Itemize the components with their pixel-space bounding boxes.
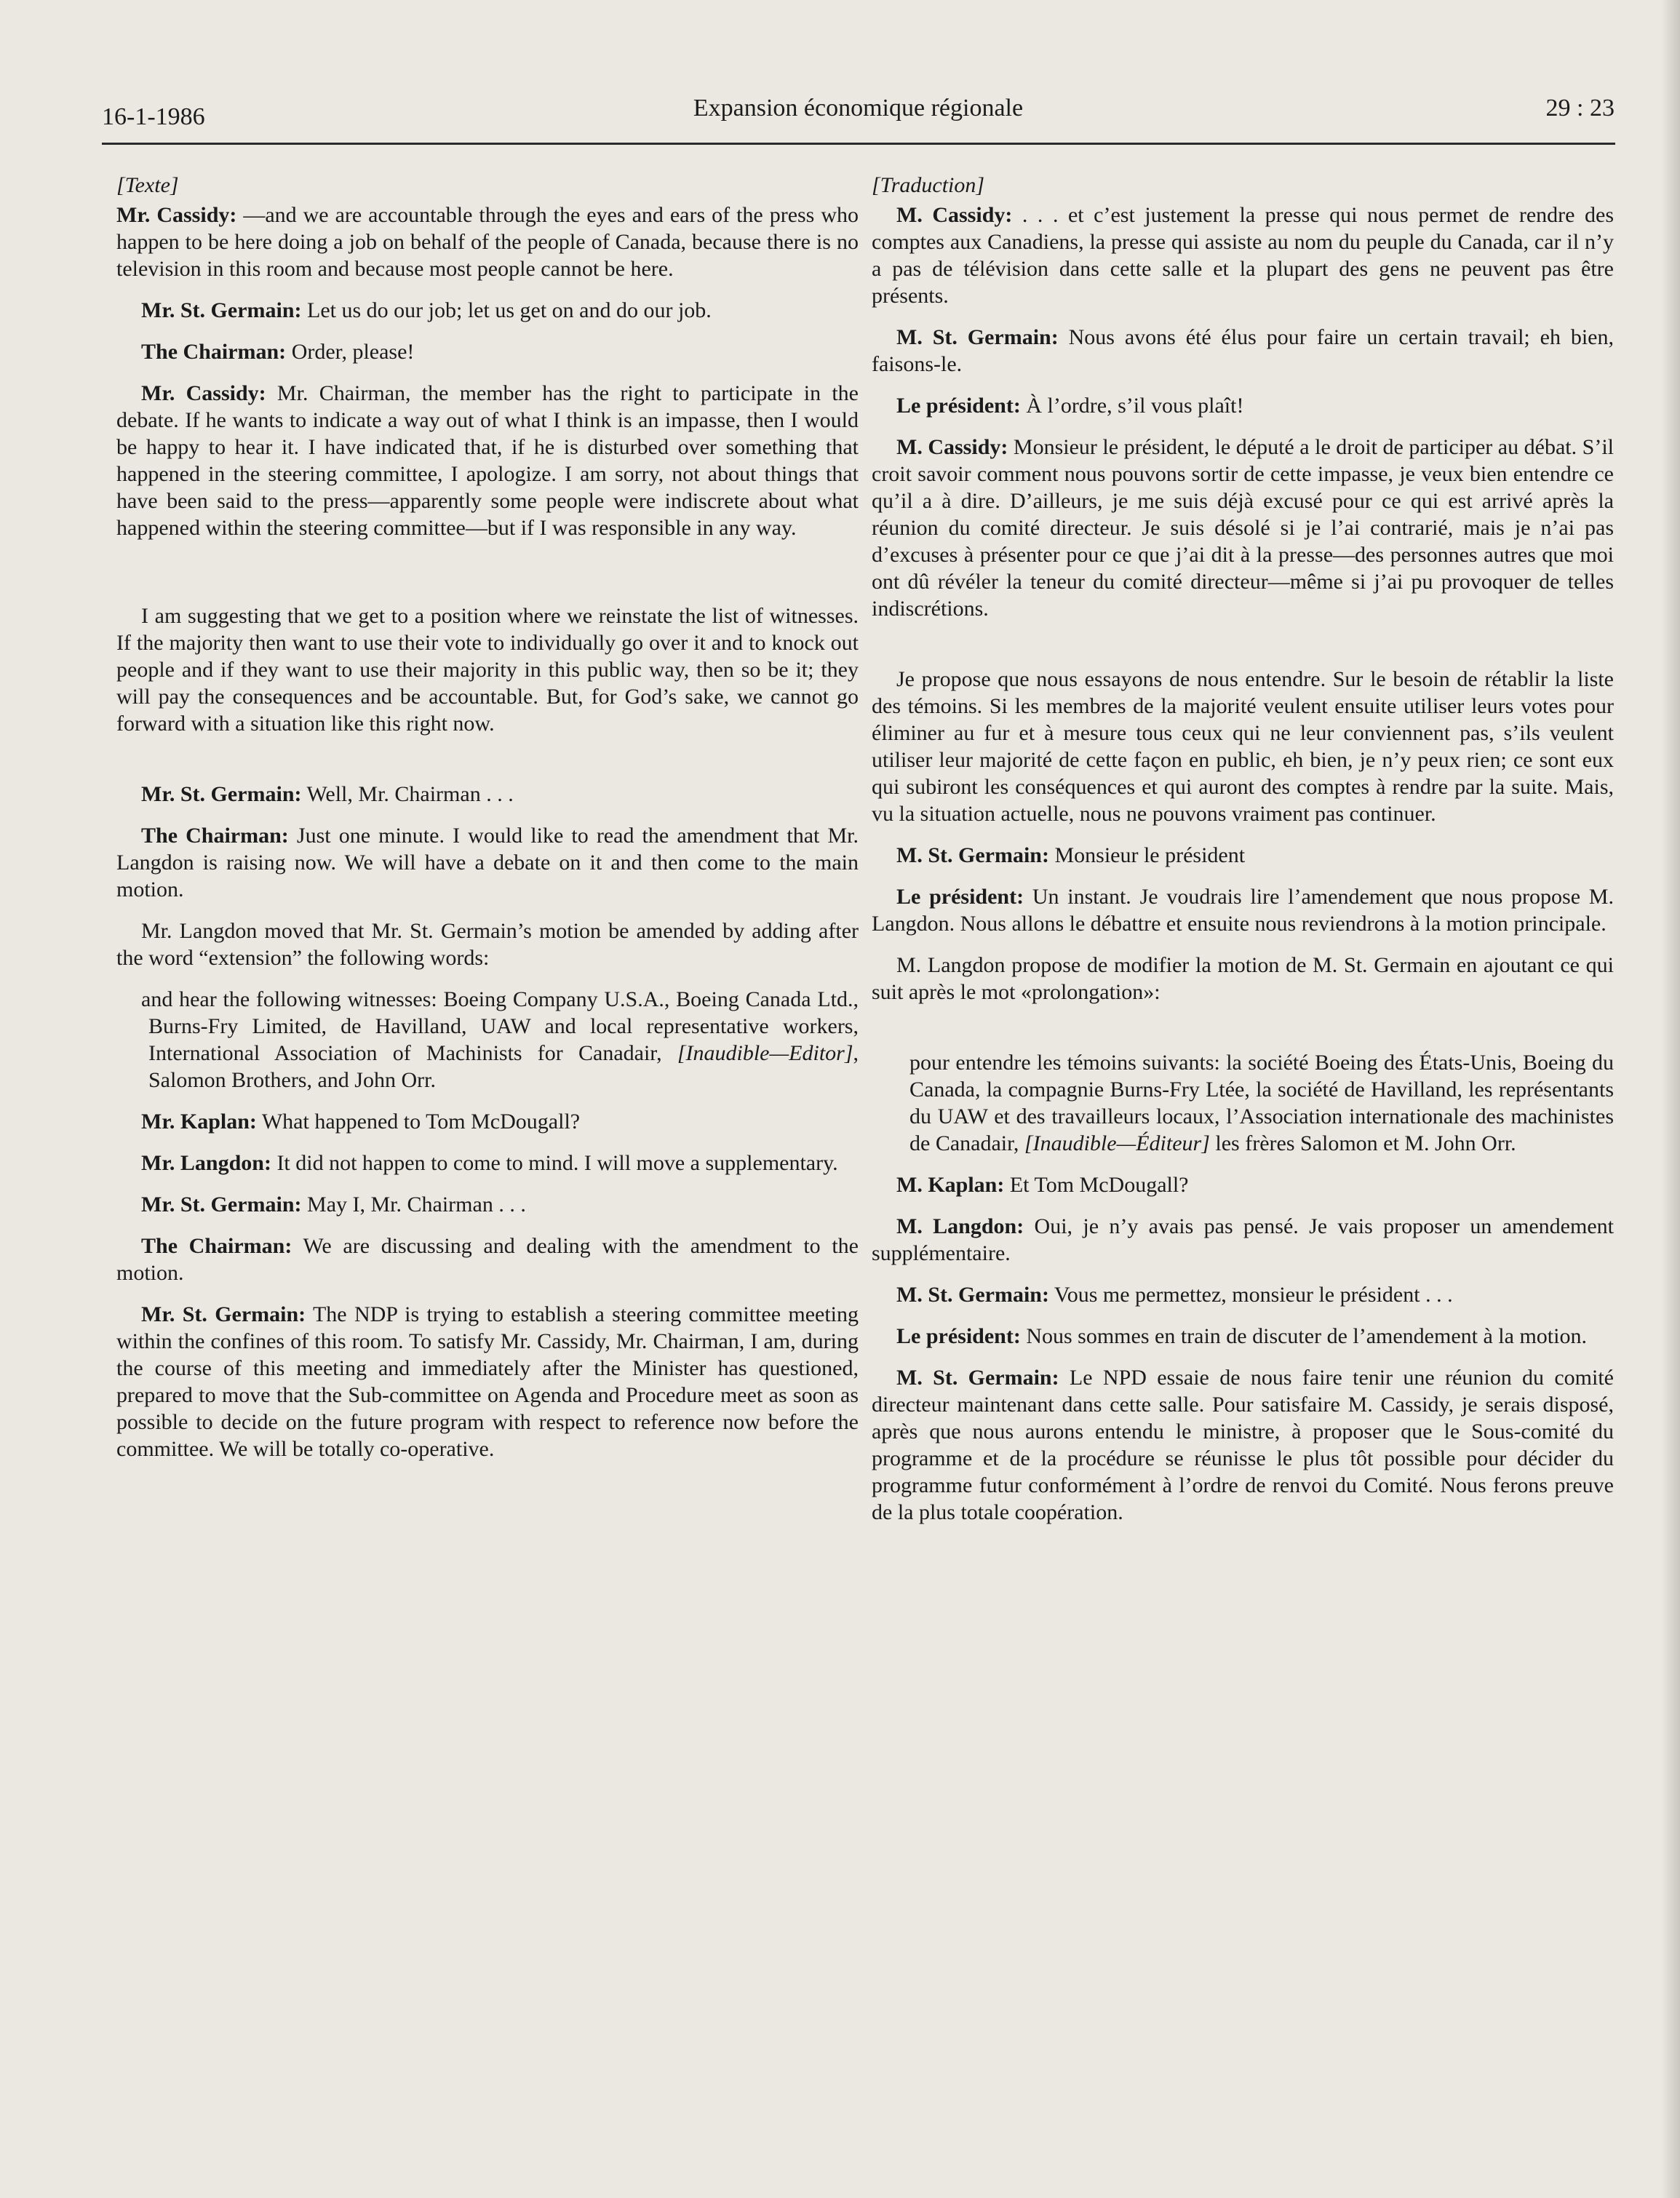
page-number: 29 : 23 [1545, 95, 1615, 122]
speech: Mr. Chairman, the member has the right to participate in the debate. If he wants to indicate a way out of what I think is an impasse, then I would be happy to hear it. I have indicated that, if he is disturbed over something that happened in the steering committee, I apologize. I am sorry, not about things that have been said to the press—apparently some people were indiscrete about what happened within the steering committee—but if I was responsible in any way. [116, 381, 859, 540]
speech: Le NPD essaie de nous faire tenir une réunion du comité directeur maintenant dans cette salle. Pour satisfaire M. Cassidy, je serais disposé, après que nous aurons entendu le ministre, à proposer que le Sous-comité du programme et de la procédure se réunisse le plus tôt possible pour décider du programme futur conformément à l’ordre de renvoi du Comité. Nous ferons preuve de la plus totale coopération. [872, 1366, 1614, 1524]
speaker: M. St. Germain: [896, 1283, 1049, 1307]
paragraph [872, 1213, 1614, 1267]
speech: Let us do our job; let us get on and do our job. [301, 298, 712, 322]
paragraph [116, 602, 859, 737]
paragraph [872, 842, 1614, 869]
speech: M. Langdon propose de modifier la motion de M. St. Germain en ajoutant ce qui suit après le mot «prolongation»: [872, 953, 1614, 1004]
paragraph [116, 202, 859, 282]
paragraph [872, 1364, 1614, 1526]
speech: We are discussing and dealing with the amendment to the motion. [116, 1234, 859, 1285]
speaker: Mr. Kaplan: [141, 1110, 257, 1134]
speech: Monsieur le président, le député a le droit de participer au débat. S’il croit savoir comment nous pouvons sortir de cette impasse, je veux bien entendre ce qu’il a à dire. D’ailleurs, je me suis déjà excusé pour ce qui est arrivé après la réunion du comité directeur. Je suis désolé si je l’ai contrarié, mais je n’ai pas d’excuses à présenter pour ce que j’ai dit à la presse—des personnes autres que moi ont dû révéler la teneur du comité directeur—même si j’ai pu provoquer de telles indiscrétions. [872, 435, 1614, 621]
speaker: Mr. Cassidy: [116, 203, 237, 227]
amendment-quote [116, 986, 859, 1094]
paragraph [872, 434, 1614, 622]
speech: Un instant. Je voudrais lire l’amendement que nous propose M. Langdon. Nous allons le débattre et ensuite nous reviendrons à la motion principale. [872, 885, 1614, 936]
speaker: Mr. Langdon: [141, 1151, 271, 1175]
speaker: Mr. Cassidy: [141, 381, 266, 405]
speaker: Mr. St. Germain: [141, 782, 302, 806]
paragraph [872, 883, 1614, 937]
speaker: Mr. St. Germain: [141, 298, 302, 322]
paragraph [116, 917, 859, 971]
column-gap [872, 1020, 1614, 1049]
quote-text: and hear the following witnesses: Boeing Company U.S.A., Boeing Canada Ltd., Burns-Fry Limited, de Havilland, UAW and local representative workers, International Association of Machinists for Canadair, [141, 987, 859, 1065]
paragraph [872, 666, 1614, 827]
paragraph [116, 380, 859, 541]
speaker: M. St. Germain: [896, 325, 1059, 349]
speaker: M. Langdon: [896, 1214, 1024, 1238]
paragraph [116, 1150, 859, 1176]
running-header [102, 95, 1615, 138]
paragraph [116, 781, 859, 808]
quote-text: les frères Salomon et M. John Orr. [1209, 1131, 1516, 1155]
speaker: The Chairman: [141, 340, 287, 364]
speaker: The Chairman: [141, 824, 289, 848]
column-french [872, 172, 1614, 1540]
column-gap [116, 752, 859, 781]
speech: Order, please! [286, 340, 415, 364]
quote-text: pour entendre les témoins suivants: la société Boeing des États-Unis, Boeing du Canada, la compagnie Burns-Fry Ltée, la société de Havilland, les représentants du UAW et des travailleurs locaux, l’Association internationale des machinistes de Canadair, [909, 1051, 1614, 1155]
header-title: Expansion économique régionale [693, 95, 1024, 122]
editor-note: [Inaudible—Éditeur] [1024, 1131, 1210, 1155]
speaker: Le président: [896, 885, 1024, 909]
speech: What happened to Tom McDougall? [256, 1110, 581, 1134]
column-english [116, 172, 859, 1477]
paragraph [116, 1301, 859, 1462]
paragraph [872, 1171, 1614, 1198]
speaker: M. St. Germain: [896, 843, 1049, 867]
speaker: M. Cassidy: [896, 435, 1008, 459]
paragraph [116, 822, 859, 903]
speech: —and we are accountable through the eyes and ears of the press who happen to be here doing a job on behalf of the people of Canada, because there is no television in this room and because most people cannot be here. [116, 203, 859, 281]
header-rule [102, 143, 1615, 145]
speaker: M. Kaplan: [896, 1173, 1005, 1197]
speech: Well, Mr. Chairman . . . [301, 782, 514, 806]
speaker: Le président: [896, 394, 1021, 418]
speaker: Le président: [896, 1324, 1021, 1348]
paragraph [116, 1233, 859, 1286]
speech: May I, Mr. Chairman . . . [301, 1192, 526, 1217]
column-tag: [Texte] [116, 173, 179, 197]
speech: Monsieur le président [1048, 843, 1246, 867]
paragraph [872, 952, 1614, 1006]
speaker: M. Cassidy: [896, 203, 1013, 227]
speech: Nous sommes en train de discuter de l’amendement à la motion. [1020, 1324, 1587, 1348]
paragraph [116, 1191, 859, 1218]
paragraph [872, 1323, 1614, 1350]
speaker: Mr. St. Germain: [141, 1192, 302, 1217]
speech: Et Tom McDougall? [1004, 1173, 1189, 1197]
amendment-quote [872, 1049, 1614, 1157]
speech: . . . et c’est justement la presse qui nous permet de rendre des comptes aux Canadiens, la presse qui assiste au nom du peuple du Canada, car il n’y a pas de télévision dans cette salle et la plupart des gens ne peuvent pas être présents. [872, 203, 1615, 308]
paragraph [872, 1281, 1614, 1308]
speaker: Mr. St. Germain: [141, 1302, 306, 1326]
quote-text: , Salomon Brothers, and John Orr. [148, 1041, 859, 1092]
paragraph [872, 392, 1614, 419]
paragraph [872, 202, 1614, 309]
speech: Nous avons été élus pour faire un certain travail; eh bien, faisons-le. [872, 325, 1614, 376]
speech: Just one minute. I would like to read the amendment that Mr. Langdon is raising now. We will have a debate on it and then come to the main motion. [116, 824, 859, 901]
editor-note: [Inaudible—Editor] [677, 1041, 853, 1065]
paragraph [116, 297, 859, 324]
speech: I am suggesting that we get to a position where we reinstate the list of witnesses. If the majority then want to use their vote to individually go over it and to knock out people and if they want to use their majority in this public way, then so be it; they will pay the consequences and be accountable. But, for God’s sake, we cannot go forward with a situation like this right now. [116, 604, 859, 736]
column-gap [116, 556, 859, 602]
header-date: 16-1-1986 [102, 103, 205, 130]
page-edge-shadow [1661, 0, 1680, 2198]
speech: À l’ordre, s’il vous plaît! [1020, 394, 1244, 418]
speech: It did not happen to come to mind. I will move a supplementary. [271, 1151, 838, 1175]
column-gap [872, 637, 1614, 666]
speaker: M. St. Germain: [896, 1366, 1059, 1390]
speech: The NDP is trying to establish a steering committee meeting within the confines of this room. To satisfy Mr. Cassidy, Mr. Chairman, I am, during the course of this meeting and immediately after the Minister has questioned, prepared to move that the Sub-committee on Agenda and Procedure meet as soon as possible to decide on the future program with respect to reference now before the committee. We will be totally co-operative. [116, 1302, 859, 1461]
speech: Vous me permettez, monsieur le président . . . [1048, 1283, 1453, 1307]
paragraph [872, 324, 1614, 378]
paragraph [116, 338, 859, 365]
speech: Je propose que nous essayons de nous entendre. Sur le besoin de rétablir la liste des témoins. Si les membres de la majorité veulent ensuite utiliser leurs votes pour éliminer au fur et à mesure tous ceux qui ne leur conviennent pas, s’ils veulent utiliser leur majorité de cette façon en public, eh bien, je n’y peux rien; ce sont eux qui subiront les conséquences et qui auront des comptes à rendre par la suite. Mais, vu la situation actuelle, nous ne pouvons vraiment pas continuer. [872, 667, 1614, 826]
speech: Oui, je n’y avais pas pensé. Je vais proposer un amendement supplémentaire. [872, 1214, 1614, 1265]
speech: Mr. Langdon moved that Mr. St. Germain’s motion be amended by adding after the word “extension” the following words: [116, 919, 859, 970]
paragraph [116, 1108, 859, 1135]
column-tag: [Traduction] [872, 173, 985, 197]
speaker: The Chairman: [141, 1234, 292, 1258]
